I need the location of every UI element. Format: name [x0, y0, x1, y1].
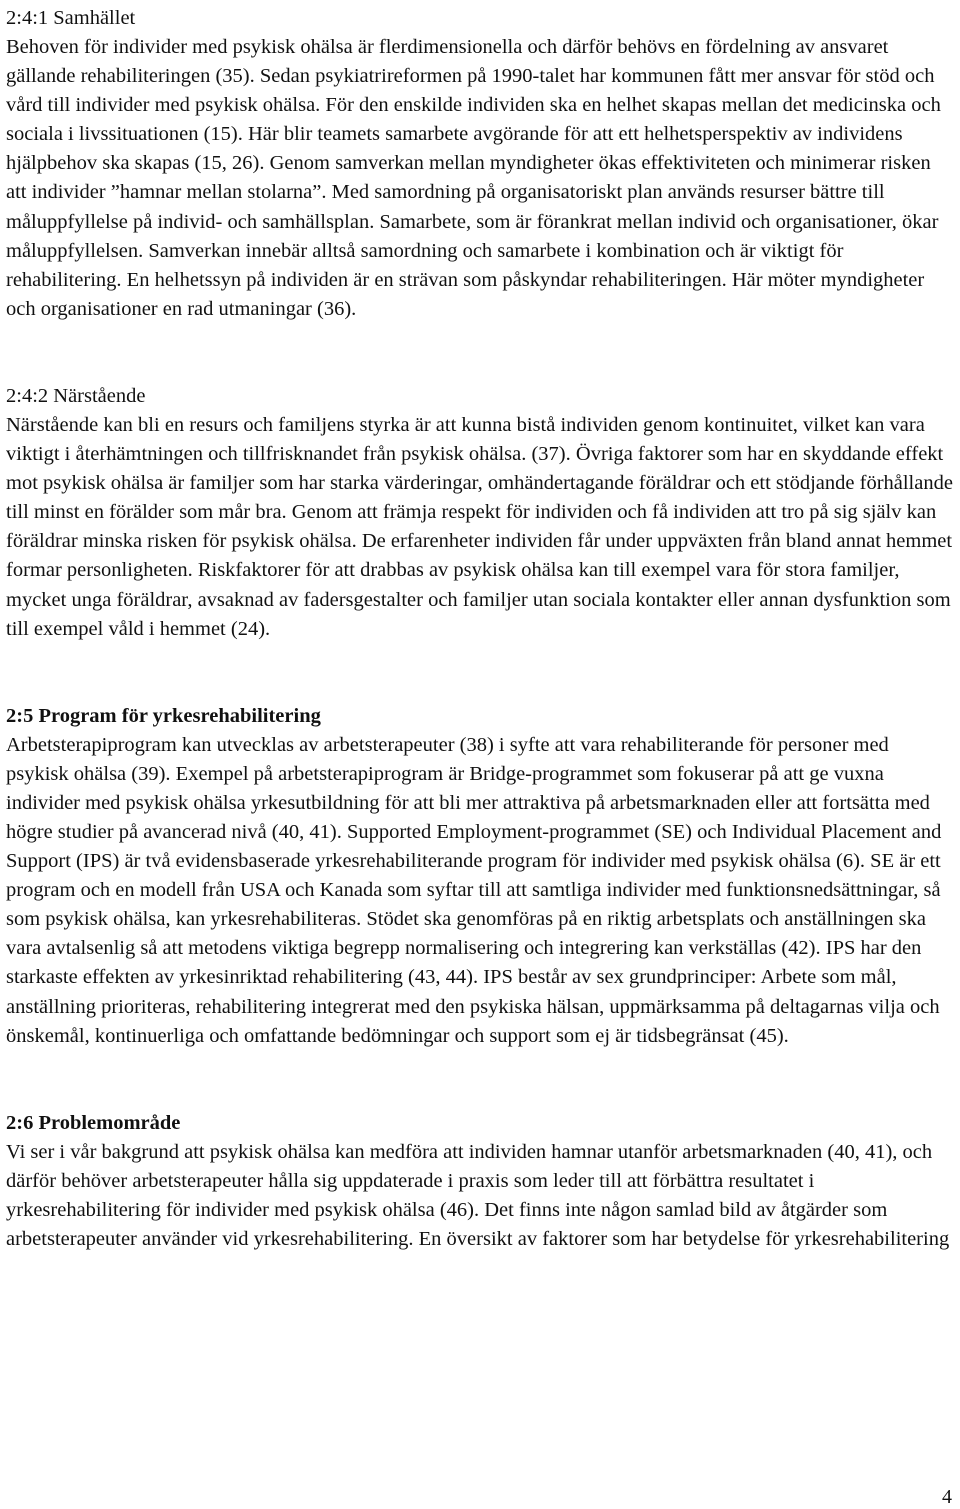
page-number: 4 [942, 1486, 952, 1508]
section-samhallet [6, 4, 954, 324]
section-problemomrade [6, 1109, 954, 1254]
section-body: Behoven för individer med psykisk ohälsa är flerdimensionella och därför behövs en fördelning av ansvaret gällande rehabiliteringen (35). Sedan psykiatrireformen på 1990-talet har kommunen fått mer ansvar för stöd och vård till individer med psykisk ohälsa. För den enskilde individen ska en helhet skapas mellan det medicinska och sociala i livssituationen (15). Här blir teamets samarbete avgörande för att ett helhetsperspektiv av individens hjälpbehov ska skapas (15, 26). Genom samverkan mellan myndigheter ökas effektiviteten och minimerar risken att individer ”hamnar mellan stolarna”. Med samordning på organisatoriskt plan används resurser bättre till måluppfyllelse på individ- och samhällsplan. Samarbete, som är förankrat mellan individ och organisationer, ökar måluppfyllelsen. Samverkan innebär alltså samordning och samarbete i kombination och är viktigt för rehabilitering. En helhetssyn på individen är en strävan som påskyndar rehabiliteringen. Här möter myndigheter och organisationer en rad utmaningar (36). [6, 36, 941, 320]
section-body: Arbetsterapiprogram kan utvecklas av arbetsterapeuter (38) i syfte att vara rehabiliterande för personer med psykisk ohälsa (39). Exempel på arbetsterapiprogram är Bridge-programmet som fokuserar på att ge vuxna individer med psykisk ohälsa yrkesutbildning för att bli mer attraktiva på arbetsmarknaden eller att fortsätta med högre studier på avancerad nivå (40, 41). Supported Employment-programmet (SE) och Individual Placement and Support (IPS) är två evidensbaserade yrkesrehabiliterande program för individer med psykisk ohälsa (6). SE är ett program och en modell från USA och Kanada som syftar till att samtliga individer med funktionsnedsättningar, så som psykisk ohälsa, kan yrkesrehabiliteras. Stödet ska genomföras på en riktig arbetsplats och anställningen ska vara avtalsenlig så att metodens viktiga begrepp normalisering och integrering kan verkställas (42). IPS har den starkaste effekten av yrkesinriktad rehabilitering (43, 44). IPS består av sex grundprinciper: Arbete som mål, anställning prioriteras, rehabilitering integrerat med den psykiska hälsan, uppmärksamma på deltagarnas vilja och önskemål, kontinuerliga och omfattande bedömningar och support som ej är tidsbegränsat (45). [6, 733, 942, 1047]
document-page [6, 4, 954, 1254]
section-heading: 2:4:2 Närstående [6, 384, 146, 407]
section-body: Närstående kan bli en resurs och familjens styrka är att kunna bistå individen genom kontinuitet, vilket kan vara viktigt i återhämtningen och tillfrisknandet från psykisk ohälsa. (37). Övriga faktorer som har en skyddande effekt mot psykisk ohälsa är familjer som har starka värderingar, omhändertagande föräldrar och ett stödjande förhållande till minst en förälder som mår bra. Genom att främja respekt för individen och få individen att tro på sig själv kan föräldrar minska risken för psykisk ohälsa. De erfarenheter individen får under uppväxten från bland annat hemmet formar personligheten. Riskfaktorer för att drabbas av psykisk ohälsa kan till exempel vara för stora familjer, mycket unga föräldrar, avsaknad av fadersgestalter och familjer utan sociala kontakter eller annan dysfunktion som till exempel våld i hemmet (24). [6, 413, 953, 640]
spacer [6, 644, 954, 702]
section-narstaende [6, 382, 954, 644]
section-program-yrkesrehabilitering [6, 702, 954, 1051]
section-body: Vi ser i vår bakgrund att psykisk ohälsa kan medföra att individen hamnar utanför arbetsmarknaden (40, 41), och därför behöver arbetsterapeuter hålla sig uppdaterade i praxis som leder till att förbättra resultatet i yrkesrehabilitering för individer med psykisk ohälsa (46). Det finns inte någon samlad bild av åtgärder som arbetsterapeuter använder vid yrkesrehabilitering. En översikt av faktorer som har betydelse för yrkesrehabilitering [6, 1140, 950, 1250]
section-heading: 2:6 Problemområde [6, 1111, 181, 1134]
spacer [6, 324, 954, 382]
section-heading: 2:5 Program för yrkesrehabilitering [6, 704, 321, 727]
spacer [6, 1051, 954, 1109]
section-heading: 2:4:1 Samhället [6, 7, 136, 29]
